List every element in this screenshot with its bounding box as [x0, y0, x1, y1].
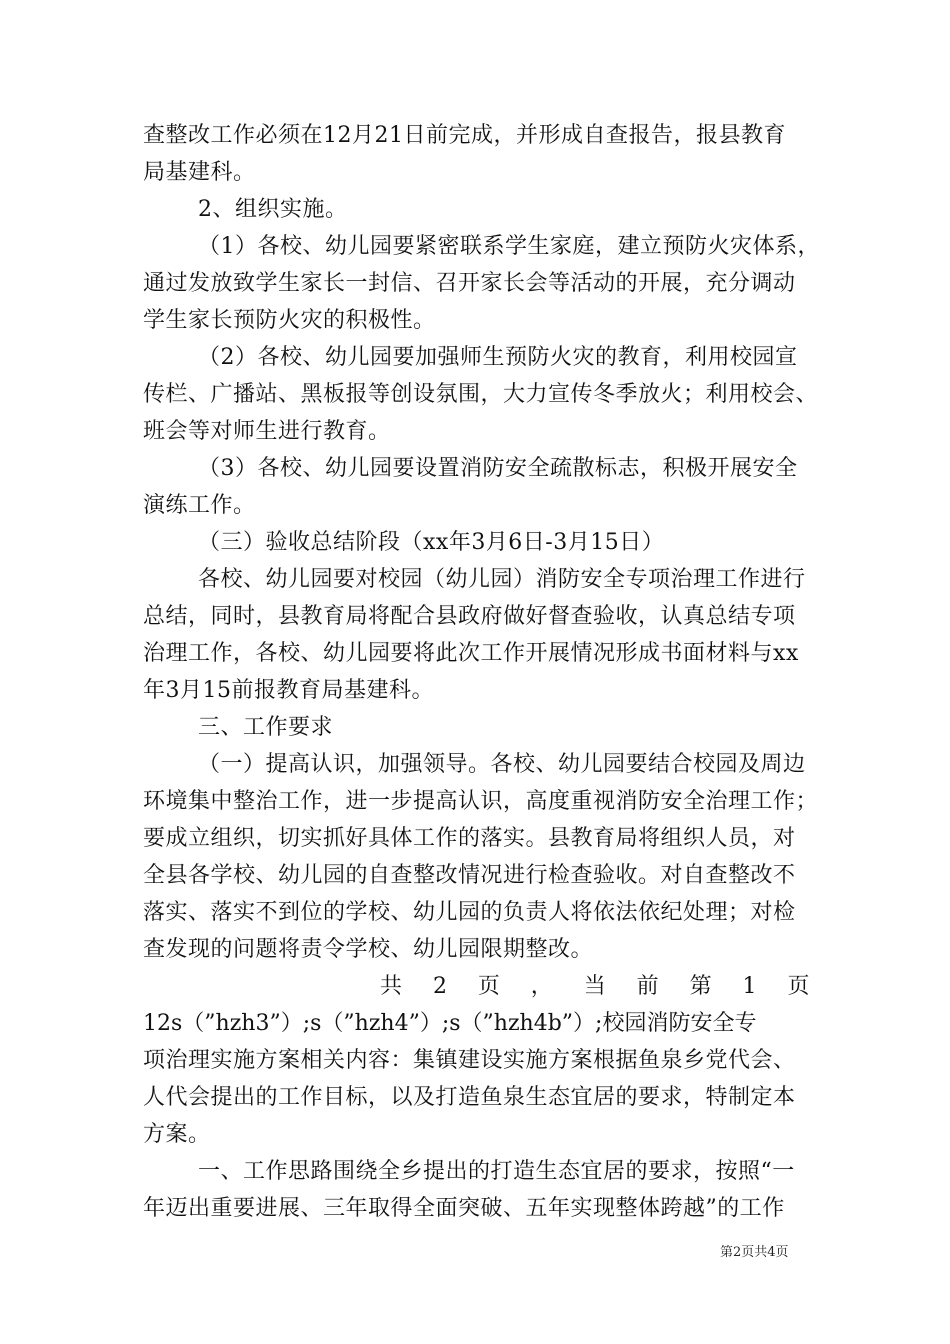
text-line: 项治理实施方案相关内容：集镇建设实施方案根据鱼泉乡党代会、	[143, 1048, 796, 1073]
text-line: 班会等对师生进行教育。	[143, 419, 391, 444]
text-line: （1）各校、幼儿园要紧密联系学生家庭，建立预防火灾体系，	[198, 234, 820, 259]
section-heading: （三）验收总结阶段（xx年3月6日-3月15日）	[198, 530, 665, 555]
text-line: （2）各校、幼儿园要加强师生预防火灾的教育，利用校园宣	[198, 345, 798, 370]
page-count-word: ，	[530, 974, 554, 999]
section-heading: 三、工作要求	[198, 715, 334, 740]
text-line: 要成立组织，切实抓好具体工作的落实。县教育局将组织人员，对	[143, 826, 796, 851]
text-line: 局基建科。	[143, 160, 256, 185]
text-line: 总结，同时，县教育局将配合县政府做好督查验收，认真总结专项	[143, 604, 796, 629]
text-line: 传栏、广播站、黑板报等创设氛围，大力宣传冬季放火；利用校会、	[143, 382, 819, 407]
text-line: 全县各学校、幼儿园的自查整改情况进行检查验收。对自查整改不	[143, 863, 796, 888]
page-count-word: 第	[689, 974, 713, 999]
page-count-word: 共	[380, 974, 403, 999]
text-line: 一、工作思路围绕全乡提出的打造生态宜居的要求，按照“一	[198, 1159, 795, 1184]
text-line: 落实、落实不到位的学校、幼儿园的负责人将依法依纪处理；对检	[143, 900, 796, 925]
page-footer: 第2页共4页	[720, 1245, 789, 1260]
text-line: 年3月15前报教育局基建科。	[143, 678, 434, 703]
page-count-word: 页	[787, 974, 810, 999]
text-line: 人代会提出的工作目标，以及打造鱼泉生态宜居的要求，特制定本	[143, 1085, 796, 1110]
page-count-word: 2	[432, 974, 448, 999]
page-count-word: 前	[636, 974, 660, 999]
text-line: 学生家长预防火灾的积极性。	[143, 308, 436, 333]
text-line: 演练工作。	[143, 493, 256, 518]
text-line: 通过发放致学生家长一封信、召开家长会等活动的开展，充分调动	[143, 271, 796, 296]
text-line: 各校、幼儿园要对校园（幼儿园）消防安全专项治理工作进行	[198, 567, 806, 592]
text-line: 环境集中整治工作，进一步提高认识，高度重视消防安全治理工作；	[143, 789, 819, 814]
text-line: 方案。	[143, 1122, 211, 1147]
page-count-word: 1	[742, 974, 758, 999]
page-count-word: 当	[583, 974, 607, 999]
text-line: 12s（”hzh3”）;s（”hzh4”）;s（”hzh4b”）;校园消防安全专	[143, 1011, 757, 1036]
section-heading: 2、组织实施。	[198, 197, 348, 222]
text-line: 查整改工作必须在12月21日前完成，并形成自查报告，报县教育	[143, 123, 786, 148]
page-count-word: 页	[477, 974, 501, 999]
text-line: 治理工作，各校、幼儿园要将此次工作开展情况形成书面材料与xx	[143, 641, 799, 666]
page-count-line	[380, 972, 810, 1002]
text-line: 年迈出重要进展、三年取得全面突破、五年实现整体跨越”的工作	[143, 1196, 785, 1221]
text-line: （一）提高认识，加强领导。各校、幼儿园要结合校园及周边	[198, 752, 806, 777]
text-line: （3）各校、幼儿园要设置消防安全疏散标志，积极开展安全	[198, 456, 798, 481]
text-line: 查发现的问题将责令学校、幼儿园限期整改。	[143, 937, 594, 962]
